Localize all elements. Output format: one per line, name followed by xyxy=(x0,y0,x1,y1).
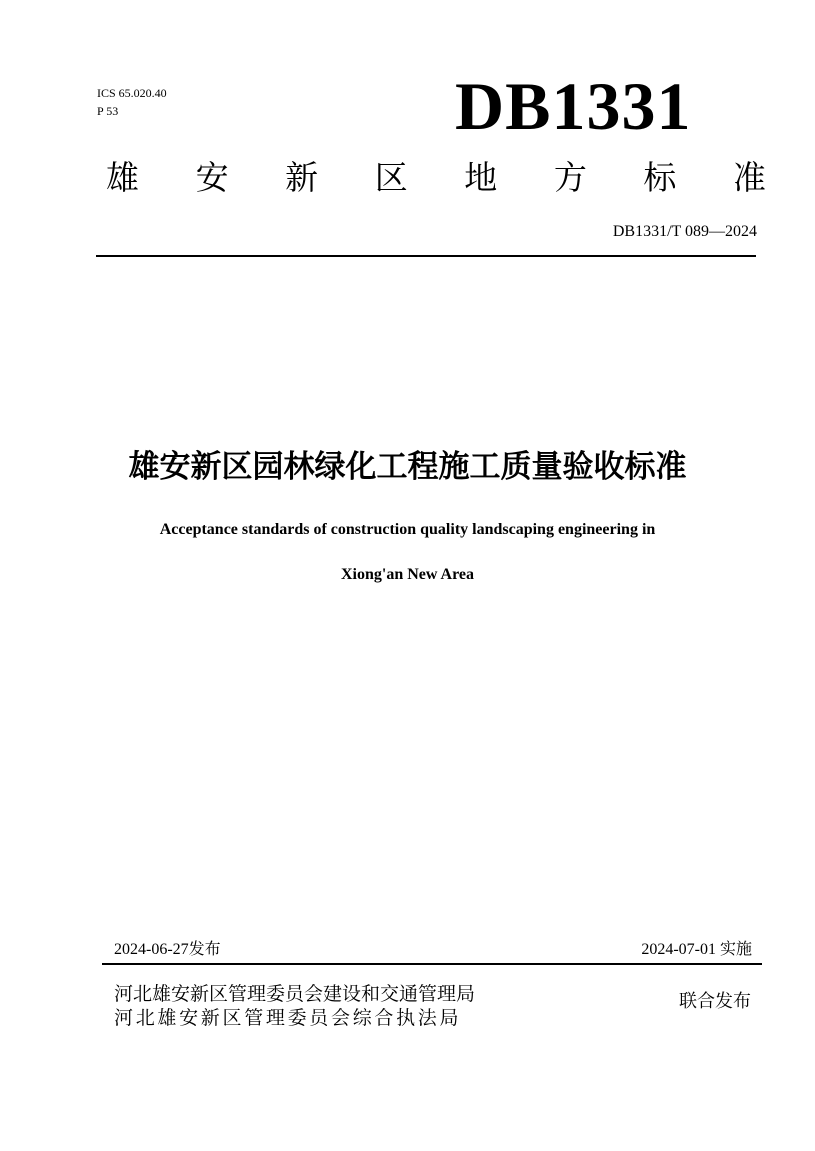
standard-type-char: 区 xyxy=(374,158,408,197)
joint-issue-label: 联合发布 xyxy=(679,991,751,1012)
standard-type-char: 安 xyxy=(195,158,229,197)
issuer-2: 河北雄安新区管理委员会综合执法局 xyxy=(114,1007,462,1029)
document-title-chinese: 雄安新区园林绿化工程施工质量验收标准 xyxy=(128,449,687,485)
header-divider xyxy=(96,255,756,257)
issue-label: 发布 xyxy=(188,939,221,958)
issue-date: 2024-06-27 xyxy=(114,941,189,958)
ccs-code: P 53 xyxy=(97,104,119,118)
implement-date: 2024-07-01 xyxy=(641,941,716,958)
classification-codes xyxy=(97,84,167,120)
ics-code: ICS 65.020.40 xyxy=(97,86,167,100)
standard-type-char: 雄 xyxy=(106,158,139,197)
document-title-english-line2: Xiong'an New Area xyxy=(340,566,475,583)
footer-divider xyxy=(102,963,762,965)
implement-date-block xyxy=(641,939,752,960)
standard-type-char: 方 xyxy=(553,158,587,197)
issue-date-block xyxy=(114,939,221,960)
document-title-english-line1: Acceptance standards of construction quality landscaping engineering in xyxy=(159,521,656,538)
issuer-1: 河北雄安新区管理委员会建设和交通管理局 xyxy=(114,983,476,1005)
standard-code: DB1331 xyxy=(455,68,692,144)
standard-type-char: 标 xyxy=(643,158,677,197)
standard-type-char: 准 xyxy=(732,158,766,197)
implement-label: 实施 xyxy=(719,939,752,958)
standard-type-char: 新 xyxy=(285,158,319,197)
standard-type xyxy=(106,156,766,200)
standard-number: DB1331/T 089—2024 xyxy=(612,223,757,240)
standard-type-char: 地 xyxy=(464,158,498,197)
